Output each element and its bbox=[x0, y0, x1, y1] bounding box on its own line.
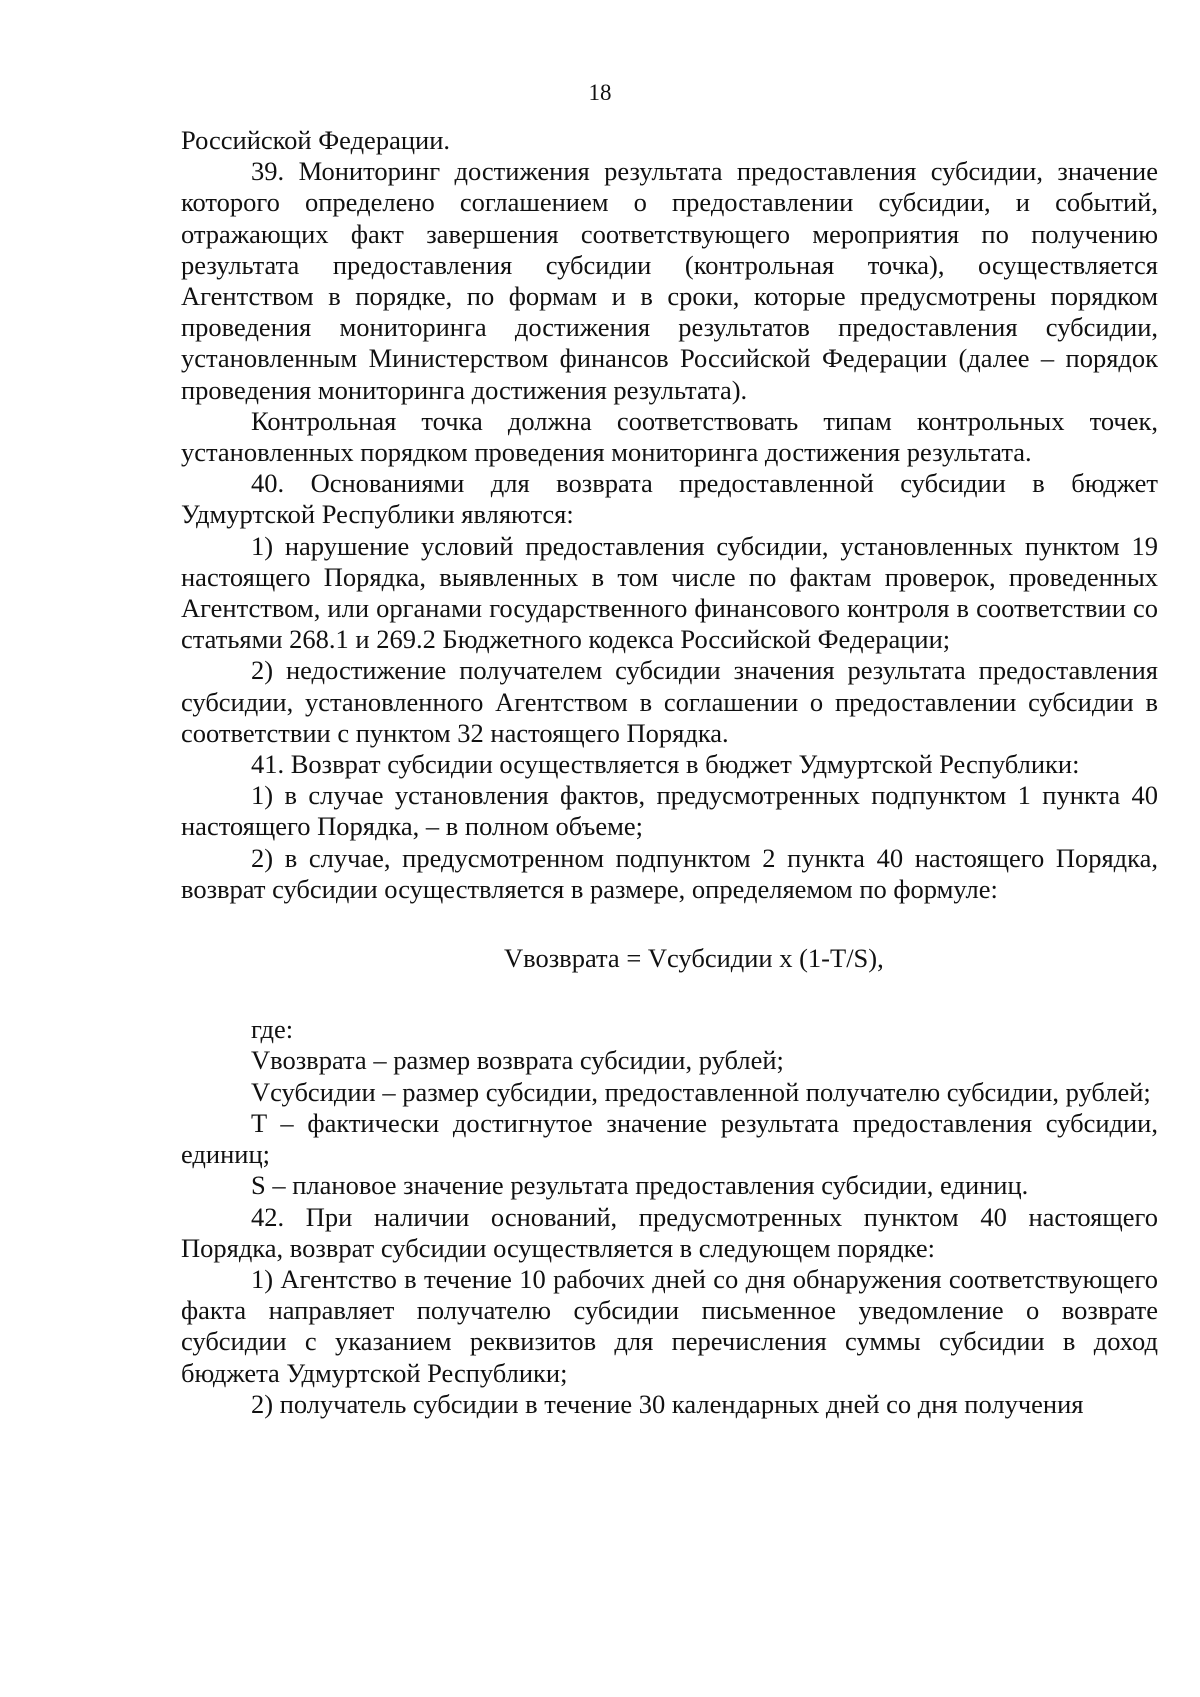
paragraph: 2) в случае, предусмотренном подпунктом 2 пункта 40 настоящего Порядка, возврат субсидии осуществляется в размере, определяемом по формуле: bbox=[181, 842, 1158, 904]
paragraph: 1) Агентство в течение 10 рабочих дней со дня обнаружения соответствующего факта направляет получателю субсидии письменное уведомление о возврате субсидии с указанием реквизитов для перечисления суммы субсидии в доход бюджета Удмуртской Республики; bbox=[181, 1263, 1158, 1388]
paragraphs-before-formula bbox=[181, 125, 1158, 905]
paragraph: 1) нарушение условий предоставления субсидии, установленных пунктом 19 настоящего Порядка, выявленных в том числе по фактам проверок, проведенных Агентством, или органами государственного финансового контроля в соответствии со статьями 268.1 и 269.2 Бюджетного кодекса Российской Федерации; bbox=[181, 530, 1158, 655]
paragraph: Vсубсидии – размер субсидии, предоставленной получателю субсидии, рублей; bbox=[251, 1076, 1151, 1107]
paragraph: Российской Федерации. bbox=[181, 125, 450, 155]
page-number: 18 bbox=[588, 80, 612, 105]
paragraph: 2) недостижение получателем субсидии значения результата предоставления субсидии, установленного Агентством в соглашении о предоставлении субсидии в соответствии с пунктом 32 настоящего Порядка. bbox=[181, 655, 1158, 748]
paragraph: 41. Возврат субсидии осуществляется в бюджет Удмуртской Республики: bbox=[251, 749, 1080, 780]
paragraph: S – плановое значение результата предоставления субсидии, единиц. bbox=[251, 1170, 1029, 1201]
document-body bbox=[181, 125, 1158, 1420]
paragraph: 39. Мониторинг достижения результата предоставления субсидии, значение которого определено соглашением о предоставлении субсидии, и событий, отражающих факт завершения соответствующего мероприятия по получению результата предоставления субсидии (контрольная точка), осуществляется Агентством в порядке, по формам и в сроки, которые предусмотрены порядком проведения мониторинга достижения результатов предоставления субсидии, установленным Министерством финансов Российской Федерации (далее – порядок проведения мониторинга достижения результата). bbox=[181, 156, 1158, 405]
paragraph: 40. Основаниями для возврата предоставленной субсидии в бюджет Удмуртской Республики являются: bbox=[181, 468, 1158, 530]
paragraph: где: bbox=[251, 1014, 294, 1045]
paragraph: 2) получатель субсидии в течение 30 календарных дней со дня получения bbox=[251, 1388, 1084, 1419]
formula: Vвозврата = Vсубсидии x (1-T/S), bbox=[504, 943, 884, 974]
paragraph: Контрольная точка должна соответствовать типам контрольных точек, установленных порядком проведения мониторинга достижения результата. bbox=[181, 405, 1158, 468]
paragraph: 1) в случае установления фактов, предусмотренных подпунктом 1 пункта 40 настоящего Порядка, – в полном объеме; bbox=[181, 780, 1158, 842]
paragraph: Vвозврата – размер возврата субсидии, рублей; bbox=[251, 1045, 784, 1076]
paragraph: T – фактически достигнутое значение результата предоставления субсидии, единиц; bbox=[181, 1107, 1158, 1170]
paragraphs-after-formula bbox=[181, 1014, 1158, 1420]
paragraph: 42. При наличии оснований, предусмотренных пунктом 40 настоящего Порядка, возврат субсидии осуществляется в следующем порядке: bbox=[181, 1201, 1158, 1263]
